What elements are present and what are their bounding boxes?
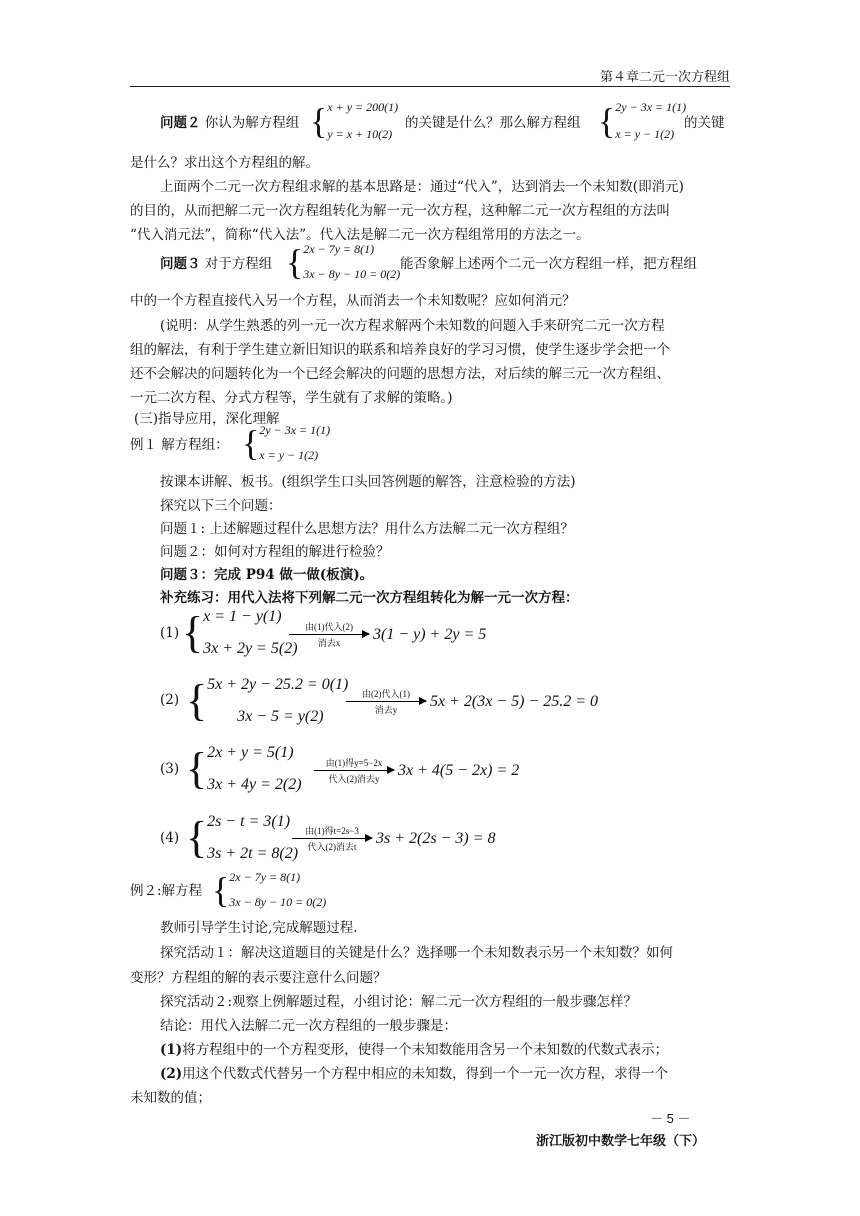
text-line: 探究以下三个问题： xyxy=(160,498,282,514)
problem2-text-c: 的关键 xyxy=(684,115,725,131)
problem2-system-b: { 2y − 3x = 1(1) x = y − 1(2) xyxy=(598,100,687,141)
note-line: (说明：从学生熟悉的列一元一次方程求解两个未知数的问题入手来研究二元一次方程 xyxy=(160,318,665,334)
problem3-line2: 中的一个方程直接代入另一个方程，从而消去一个未知数呢？应如何消元？ xyxy=(130,293,576,309)
paragraph-line: “代入消元法”，简称“代入法”。代入法是解二元一次方程组常用的方法之一。 xyxy=(130,227,590,243)
example1-label: 例１ 解方程组： xyxy=(130,437,229,453)
exercise-system: { 2s − t = 3(1) 3s + 2t = 8(2) xyxy=(186,813,299,862)
text-line: 结论：用代入法解二元一次方程组的一般步骤是： xyxy=(160,1018,457,1034)
example2-label: 例２:解方程 xyxy=(130,883,203,899)
problem3-text-a: 对于方程组 xyxy=(204,256,273,272)
exercise-result: 3(1 − y) + 2y = 5 xyxy=(373,625,487,643)
example2-system: { 2x − 7y = 8(1) 3x − 8y − 10 = 0(2) xyxy=(212,870,327,910)
note-line: 组的解法，有利于学生建立新旧知识的联系和培养良好的学习习惯，使学生逐步学会把一个 xyxy=(130,342,670,358)
note-line: 还不会解决的问题转化为一个已经会解决的问题的思想方法，对后续的解三元一次方程组、 xyxy=(130,366,670,382)
section-heading: (三)指导应用，深化理解 xyxy=(134,411,280,427)
exercise-transform: 由(2)代入(1) 消去y 5x + 2(3x − 5) − 25.2 = 0 xyxy=(342,687,598,716)
question3-bold: 问题３：完成 P94 做一做(板演)。 xyxy=(160,567,374,583)
text-line: 变形？方程组的解的表示要注意什么问题？ xyxy=(130,970,387,986)
step-line: (2)用这个代数式代替另一个方程中相应的未知数，得到一个一元一次方程，求得一个 xyxy=(160,1066,669,1082)
exercise-system: { x = 1 − y(1) 3x + 2y = 5(2) xyxy=(182,608,298,657)
example1-system: { 2y − 3x = 1(1) x = y − 1(2) xyxy=(242,423,331,463)
chapter-header: 第４章二元一次方程组 xyxy=(599,69,730,84)
exercise-transform: 由(1)代入(2) 消去x 3(1 − y) + 2y = 5 xyxy=(285,620,486,649)
problem2-line2: 是什么？求出这个方程组的解。 xyxy=(130,155,319,171)
exercise-result: 3x + 4(5 − 2x) = 2 xyxy=(398,761,520,779)
header-rule xyxy=(130,86,730,87)
exercise-transform: 由(1)得y=5−2x 代入(2)消去y 3x + 4(5 − 2x) = 2 xyxy=(310,756,519,785)
step-line-cont: 未知数的值； xyxy=(130,1090,211,1106)
exercise-number: (1) xyxy=(160,625,180,641)
text-line: 问题２：如何对方程组的解进行检验？ xyxy=(160,544,390,560)
text-line: 教师引导学生讨论,完成解题过程. xyxy=(160,920,358,936)
text-line: 按课本讲解、板书。(组织学生口头回答例题的解答，注意检验的方法) xyxy=(160,474,576,490)
exercise-system: { 5x + 2y − 25.2 = 0(1) 3x − 5 = y(2) xyxy=(186,676,349,725)
page-number: － 5 － xyxy=(650,1111,691,1126)
exercise-number: (4) xyxy=(160,830,180,846)
problem2-line1 xyxy=(160,111,299,131)
supplement-heading: 补充练习：用代入法将下列解二元一次方程组转化为解一元一次方程： xyxy=(160,590,579,606)
text-line: 问题１: 上述解题过程什么思想方法？用什么方法解二元一次方程组？ xyxy=(160,521,574,537)
exercise-number: (3) xyxy=(160,761,180,777)
problem3-text-b: 能否象解上述两个二元一次方程组一样，把方程组 xyxy=(400,256,697,272)
problem2-label: 问题２ xyxy=(160,115,201,131)
exercise-number: (2) xyxy=(160,692,180,708)
exercise-transform: 由(1)得t=2s−3 代入(2)消去t 3s + 2(2s − 3) = 8 xyxy=(288,824,496,853)
problem2-text-a: 你认为解方程组 xyxy=(204,115,300,131)
exercise-result: 3s + 2(2s − 3) = 8 xyxy=(376,829,496,847)
problem3-system: { 2x − 7y = 8(1) 3x − 8y − 10 = 0(2) xyxy=(286,242,401,282)
paragraph-line: 上面两个二元一次方程组求解的基本思路是：通过“代入”，达到消去一个未知数(即消元) xyxy=(160,179,684,195)
text-line: 探究活动２:观察上例解题过程，小组讨论：解二元一次方程组的一般步骤怎样？ xyxy=(160,994,638,1010)
paragraph-line: 的目的，从而把解二元一次方程组转化为解一元一次方程，这种解二元一次方程组的方法叫 xyxy=(130,203,670,219)
exercise-result: 5x + 2(3x − 5) − 25.2 = 0 xyxy=(430,692,599,710)
text-line: 探究活动１：解决这道题目的关键是什么？选择哪一个未知数表示另一个未知数？如何 xyxy=(160,945,673,961)
problem3-line1 xyxy=(160,252,272,272)
exercise-system: { 2x + y = 5(1) 3x + 4y = 2(2) xyxy=(186,744,302,793)
book-title: 浙江版初中数学七年级（下） xyxy=(536,1133,706,1148)
problem2-text-b: 的关键是什么？那么解方程组 xyxy=(405,115,581,131)
note-line: 一元二次方程、分式方程等，学生就有了求解的策略。) xyxy=(130,390,453,406)
problem2-system-a: { x + y = 200(1) y = x + 10(2) xyxy=(310,100,399,141)
step-line: (1)将方程组中的一个方程变形，使得一个未知数能用含另一个未知数的代数式表示； xyxy=(160,1042,669,1058)
problem3-label: 问题３ xyxy=(160,256,201,272)
